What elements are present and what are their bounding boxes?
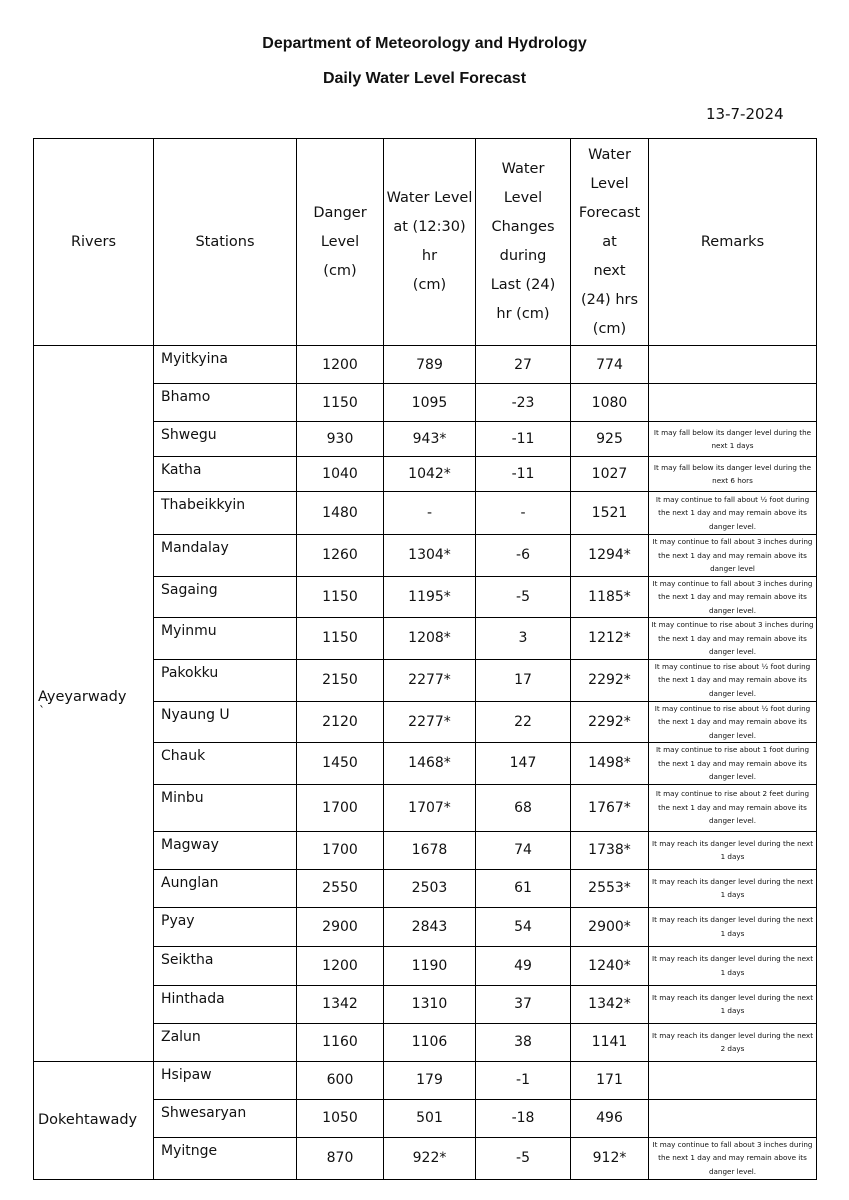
header-line: Water Level (386, 190, 473, 206)
forecast-value: 2553* (571, 869, 649, 907)
water-level-value: 179 (384, 1061, 476, 1099)
station-name: Shwegu (154, 422, 297, 457)
forecast-value: 1498* (571, 743, 649, 785)
water-level-value: 922* (384, 1137, 476, 1179)
station-name: Bhamo (154, 384, 297, 422)
header-line: Level (590, 175, 629, 192)
department-title: Department of Meteorology and Hydrology (262, 35, 587, 52)
water-level-value: 1095 (384, 384, 476, 422)
forecast-table (33, 138, 817, 1180)
level-change-value: 38 (476, 1023, 571, 1061)
report-date: 13-7-2024 (706, 105, 784, 123)
header-line: Water (501, 161, 545, 177)
header-line: Water (588, 146, 631, 163)
danger-level-value: 1450 (297, 743, 384, 785)
water-level-value: 1106 (384, 1023, 476, 1061)
remark-text: It may reach its danger level during the next 1 days (649, 985, 817, 1023)
header-line: Forecast (578, 204, 641, 221)
remark-text: It may reach its danger level during the next 2 days (649, 1023, 817, 1061)
station-name: Aunglan (154, 869, 297, 907)
header-stations: Stations (154, 139, 297, 346)
danger-level-value: 600 (297, 1061, 384, 1099)
report-title: Daily Water Level Forecast (322, 70, 527, 87)
water-level-value: 1195* (384, 576, 476, 618)
station-name: Pakokku (154, 659, 297, 701)
level-change-value: 147 (476, 743, 571, 785)
header-line: Level (320, 233, 360, 250)
level-change-value: -11 (476, 422, 571, 457)
level-change-value: 3 (476, 618, 571, 660)
level-change-value: -11 (476, 457, 571, 492)
forecast-value: 1212* (571, 618, 649, 660)
header-level-changes (476, 139, 571, 346)
water-level-value: 1208* (384, 618, 476, 660)
forecast-value: 1141 (571, 1023, 649, 1061)
water-level-value: - (384, 492, 476, 535)
water-level-value: 1310 (384, 985, 476, 1023)
water-level-value: 1678 (384, 831, 476, 869)
danger-level-value: 1700 (297, 784, 384, 831)
danger-level-value: 1150 (297, 618, 384, 660)
water-level-value: 2503 (384, 869, 476, 907)
forecast-value: 2292* (571, 701, 649, 743)
water-level-value: 1707* (384, 784, 476, 831)
remark-text: It may continue to fall about ½ foot during the next 1 day and may remain above its danger level. (649, 492, 817, 535)
forecast-value: 912* (571, 1137, 649, 1179)
water-level-value: 1042* (384, 457, 476, 492)
header-line: (cm) (592, 320, 627, 337)
forecast-value: 1027 (571, 457, 649, 492)
water-level-value: 2843 (384, 907, 476, 946)
forecast-value: 1080 (571, 384, 649, 422)
remark-text: It may continue to rise about 3 inches during the next 1 day and may remain above its danger level. (649, 618, 817, 660)
station-name: Myitnge (154, 1137, 297, 1179)
danger-level-value: 870 (297, 1137, 384, 1179)
water-level-value: 2277* (384, 659, 476, 701)
level-change-value: 54 (476, 907, 571, 946)
remark-text: It may continue to fall about 3 inches during the next 1 day and may remain above its danger level. (649, 576, 817, 618)
danger-level-value: 1040 (297, 457, 384, 492)
station-name: Magway (154, 831, 297, 869)
header-danger-level (297, 139, 384, 346)
header-line: at (602, 233, 617, 250)
water-level-value: 1190 (384, 946, 476, 985)
station-name: Myitkyina (154, 346, 297, 384)
water-level-value: 789 (384, 346, 476, 384)
river-name: Dokehtawady (38, 1112, 138, 1128)
remark-text: It may reach its danger level during the next 1 days (649, 831, 817, 869)
danger-level-value: 1200 (297, 946, 384, 985)
water-level-value: 1304* (384, 535, 476, 577)
remark-text: It may continue to rise about ½ foot during the next 1 day and may remain above its danger level. (649, 701, 817, 743)
level-change-value: 27 (476, 346, 571, 384)
forecast-value: 1521 (571, 492, 649, 535)
water-level-value: 501 (384, 1099, 476, 1137)
forecast-value: 774 (571, 346, 649, 384)
level-change-value: -18 (476, 1099, 571, 1137)
station-name: Mandalay (154, 535, 297, 577)
header-line: (cm) (323, 262, 357, 279)
water-level-value: 2277* (384, 701, 476, 743)
level-change-value: 49 (476, 946, 571, 985)
header-forecast (571, 139, 649, 346)
table-row (34, 1061, 817, 1099)
danger-level-value: 1050 (297, 1099, 384, 1137)
remark-text (649, 1061, 817, 1099)
water-level-value: 1468* (384, 743, 476, 785)
station-name: Shwesaryan (154, 1099, 297, 1137)
level-change-value: 17 (476, 659, 571, 701)
danger-level-value: 1260 (297, 535, 384, 577)
forecast-value: 1294* (571, 535, 649, 577)
forecast-value: 1342* (571, 985, 649, 1023)
station-name: Zalun (154, 1023, 297, 1061)
header-line: during (499, 248, 547, 264)
station-name: Thabeikkyin (154, 492, 297, 535)
level-change-value: 22 (476, 701, 571, 743)
header-line: (24) hrs (580, 291, 639, 308)
water-level-value: 943* (384, 422, 476, 457)
forecast-value: 1767* (571, 784, 649, 831)
river-name-cell (34, 1061, 154, 1179)
header-line: Danger (313, 204, 367, 221)
remark-text: It may fall below its danger level during the next 1 days (649, 422, 817, 457)
level-change-value: -1 (476, 1061, 571, 1099)
level-change-value: -5 (476, 1137, 571, 1179)
station-name: Chauk (154, 743, 297, 785)
danger-level-value: 1150 (297, 384, 384, 422)
forecast-value: 925 (571, 422, 649, 457)
remark-text: It may reach its danger level during the next 1 days (649, 946, 817, 985)
remark-text: It may fall below its danger level during the next 6 hors (649, 457, 817, 492)
forecast-value: 2292* (571, 659, 649, 701)
remark-text: It may continue to rise about 2 feet during the next 1 day and may remain above its danger level. (649, 784, 817, 831)
danger-level-value: 1200 (297, 346, 384, 384)
level-change-value: 37 (476, 985, 571, 1023)
remark-text: It may continue to rise about 1 foot during the next 1 day and may remain above its danger level. (649, 743, 817, 785)
remark-text (649, 1099, 817, 1137)
header-line: next (593, 262, 626, 279)
forecast-value: 496 (571, 1099, 649, 1137)
level-change-value: - (476, 492, 571, 535)
forecast-value: 1738* (571, 831, 649, 869)
header-rivers: Rivers (34, 139, 154, 346)
header-line: Changes (491, 219, 555, 235)
remark-text: It may continue to fall about 3 inches during the next 1 day and may remain above its danger level. (649, 1137, 817, 1179)
level-change-value: 61 (476, 869, 571, 907)
station-name: Pyay (154, 907, 297, 946)
danger-level-value: 2550 (297, 869, 384, 907)
header-line: hr (cm) (496, 306, 550, 322)
station-name: Nyaung U (154, 701, 297, 743)
remark-text: It may reach its danger level during the next 1 days (649, 869, 817, 907)
forecast-value: 1240* (571, 946, 649, 985)
level-change-value: -23 (476, 384, 571, 422)
forecast-value: 2900* (571, 907, 649, 946)
level-change-value: 68 (476, 784, 571, 831)
danger-level-value: 1160 (297, 1023, 384, 1061)
level-change-value: -5 (476, 576, 571, 618)
header-line: Last (24) (490, 277, 556, 293)
danger-level-value: 1342 (297, 985, 384, 1023)
danger-level-value: 2150 (297, 659, 384, 701)
remark-text: It may continue to rise about ½ foot during the next 1 day and may remain above its danger level. (649, 659, 817, 701)
station-name: Minbu (154, 784, 297, 831)
danger-level-value: 1150 (297, 576, 384, 618)
station-name: Hinthada (154, 985, 297, 1023)
forecast-value: 1185* (571, 576, 649, 618)
level-change-value: -6 (476, 535, 571, 577)
river-name: Ayeyarwady (38, 689, 127, 706)
header-line: Level (503, 190, 543, 206)
danger-level-value: 2120 (297, 701, 384, 743)
station-name: Myinmu (154, 618, 297, 660)
danger-level-value: 1480 (297, 492, 384, 535)
remark-text (649, 346, 817, 384)
header-line: (cm) (412, 277, 447, 293)
river-name-cell (34, 346, 154, 1062)
river-mark: ` (39, 704, 45, 719)
station-name: Hsipaw (154, 1061, 297, 1099)
forecast-value: 171 (571, 1061, 649, 1099)
header-row (34, 139, 817, 346)
danger-level-value: 1700 (297, 831, 384, 869)
header-water-level (384, 139, 476, 346)
station-name: Katha (154, 457, 297, 492)
station-name: Seiktha (154, 946, 297, 985)
remark-text (649, 384, 817, 422)
table-row (34, 346, 817, 384)
station-name: Sagaing (154, 576, 297, 618)
remark-text: It may continue to fall about 3 inches during the next 1 day and may remain above its danger level (649, 535, 817, 577)
remark-text: It may reach its danger level during the next 1 days (649, 907, 817, 946)
level-change-value: 74 (476, 831, 571, 869)
header-remarks: Remarks (649, 139, 817, 346)
danger-level-value: 930 (297, 422, 384, 457)
danger-level-value: 2900 (297, 907, 384, 946)
header-line: at (12:30) hr (393, 219, 466, 264)
